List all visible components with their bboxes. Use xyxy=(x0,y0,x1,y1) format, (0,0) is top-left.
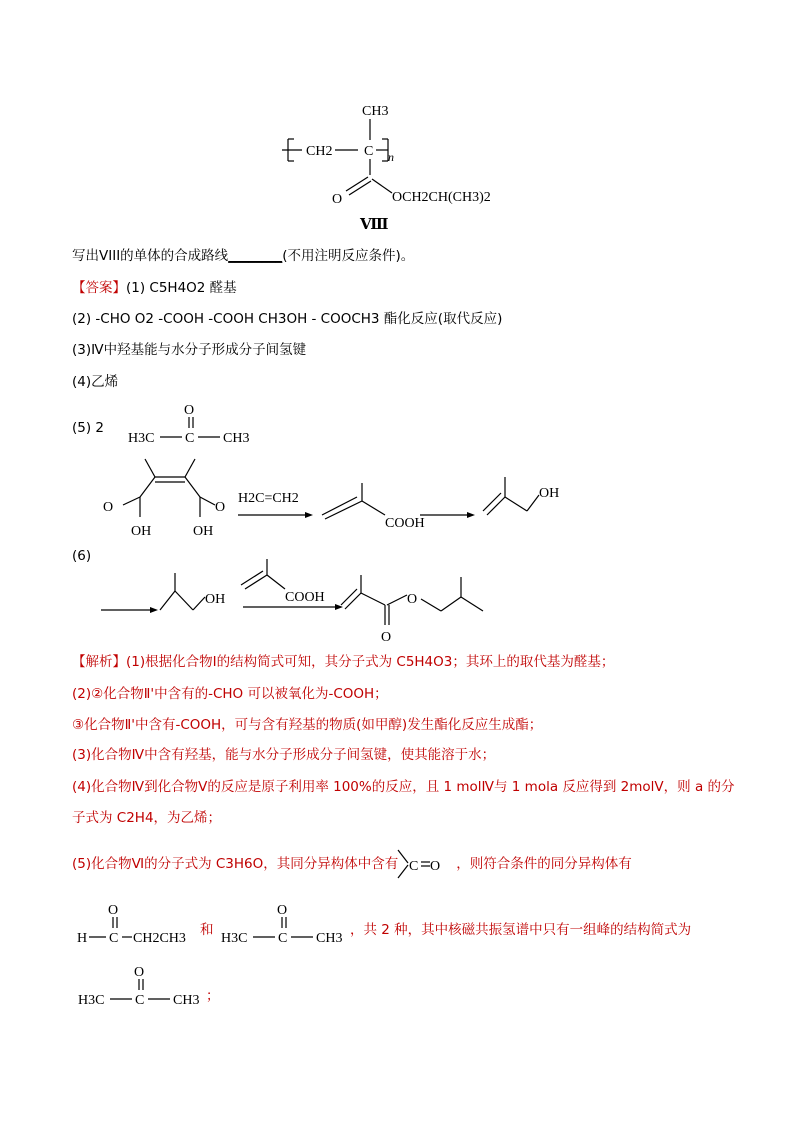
question-text-b: (不用注明反应条件)。 xyxy=(282,248,415,264)
svg-text:CH2CH3: CH2CH3 xyxy=(133,931,186,946)
svg-text:H3C: H3C xyxy=(128,431,155,446)
analysis-line-5 xyxy=(72,777,735,797)
polymer-ester: OCH2CH(CH3)2 xyxy=(392,190,491,205)
analysis-line-1 xyxy=(72,652,614,672)
analysis-2: (2)②化合物Ⅱ'中含有的-CHO 可以被氧化为-COOH； xyxy=(72,686,388,702)
answer-line-6 xyxy=(72,546,91,566)
svg-text:C: C xyxy=(409,859,419,874)
polymer-ch2: CH2 xyxy=(306,144,333,159)
analysis-line-6 xyxy=(72,808,221,828)
svg-text:O: O xyxy=(381,630,392,645)
svg-text:O: O xyxy=(430,859,441,874)
question-blank: ________ xyxy=(228,248,283,264)
analysis-6: 子式为 C2H4，为乙烯； xyxy=(72,810,222,826)
svg-text:COOH: COOH xyxy=(285,590,325,605)
answer-line-3 xyxy=(72,340,306,360)
answer-1: (1) C5H4O2 醛基 xyxy=(126,280,237,296)
answer-tag: 【答案】 xyxy=(72,280,126,296)
carbonyl-group-inline xyxy=(396,846,446,882)
analysis-line-3 xyxy=(72,715,542,735)
answer-6-label: (6) xyxy=(72,548,92,564)
polymer-o: O xyxy=(332,192,343,207)
answer-2: (2) -CHO O2 -COOH -COOH CH3OH - COOCH3 酯化反应(取代反应) xyxy=(72,311,503,327)
acetone-structure-b xyxy=(76,962,206,1012)
svg-text:O: O xyxy=(407,592,418,607)
svg-text:C: C xyxy=(185,431,195,446)
svg-text:OH: OH xyxy=(131,524,152,539)
analysis-line-4 xyxy=(72,745,495,765)
answer-4: (4)乙烯 xyxy=(72,374,119,390)
svg-text:CH3: CH3 xyxy=(316,931,343,946)
svg-text:O: O xyxy=(184,403,195,418)
polymer-label: Ⅷ xyxy=(360,217,389,233)
and-text: 和 xyxy=(200,922,214,938)
synthesis-route-row-2 xyxy=(95,555,615,645)
analysis-7a: (5)化合物Ⅵ的分子式为 C3H6O，其同分异构体中含有 xyxy=(72,856,399,872)
svg-text:OH: OH xyxy=(539,486,560,501)
svg-text:O: O xyxy=(103,500,114,515)
analysis-8-tail: ，共 2 种，其中核磁共振氢谱中只有一组峰的结构简式为 xyxy=(350,922,692,938)
acetone-structure-5 xyxy=(126,400,266,450)
polymer-viii-structure xyxy=(280,95,540,240)
svg-text:CH3: CH3 xyxy=(173,993,200,1008)
propanal-structure xyxy=(75,900,195,950)
polymer-c: C xyxy=(364,144,374,159)
svg-text:O: O xyxy=(277,903,288,918)
svg-text:C: C xyxy=(135,993,145,1008)
svg-text:H3C: H3C xyxy=(78,993,105,1008)
analysis-line-2 xyxy=(72,684,388,704)
analysis-3: ③化合物Ⅱ'中含有-COOH，可与含有羟基的物质(如甲醇)发生酯化反应生成酯； xyxy=(72,717,543,733)
analysis-line-7 xyxy=(72,854,632,874)
analysis-1: (1)根据化合物Ⅰ的结构简式可知，其分子式为 C5H4O3；其环上的取代基为醛基； xyxy=(126,654,615,670)
answer-line-5 xyxy=(72,418,104,438)
answer-line-4 xyxy=(72,372,118,392)
analysis-7b: ，则符合条件的同分异构体有 xyxy=(456,856,632,872)
svg-text:O: O xyxy=(108,903,119,918)
svg-text:O: O xyxy=(215,500,226,515)
answer-5-prefix: (5) 2 xyxy=(72,420,105,436)
svg-text:OH: OH xyxy=(205,592,226,607)
analysis-9-tail: ； xyxy=(206,988,220,1004)
svg-text:O: O xyxy=(134,965,145,980)
svg-text:OH: OH xyxy=(193,524,214,539)
svg-text:C: C xyxy=(109,931,119,946)
analysis-5: (4)化合物Ⅳ到化合物Ⅴ的反应是原子利用率 100%的反应，且 1 molⅣ与 1 mola 反应得到 2molⅤ，则 a 的分 xyxy=(72,779,735,795)
analysis-4: (3)化合物Ⅳ中含有羟基，能与水分子形成分子间氢键，使其能溶于水； xyxy=(72,747,496,763)
svg-text:C: C xyxy=(278,931,288,946)
svg-text:H: H xyxy=(77,931,88,946)
synthesis-route-row-1 xyxy=(95,455,695,545)
answer-line-2 xyxy=(72,309,502,329)
svg-text:CH3: CH3 xyxy=(223,431,250,446)
acetone-structure-a xyxy=(219,900,349,950)
polymer-n: n xyxy=(388,150,394,164)
svg-text:H2C=CH2: H2C=CH2 xyxy=(238,491,299,506)
answer-3: (3)Ⅳ中羟基能与水分子形成分子间氢键 xyxy=(72,342,307,358)
svg-text:COOH: COOH xyxy=(385,516,425,531)
svg-text:H3C: H3C xyxy=(221,931,248,946)
polymer-ch3-top: CH3 xyxy=(362,104,389,119)
analysis-tag: 【解析】 xyxy=(72,654,126,670)
answer-line-1 xyxy=(72,278,237,298)
question-line xyxy=(72,246,414,266)
question-text-a: 写出VIII的单体的合成路线 xyxy=(72,248,229,264)
